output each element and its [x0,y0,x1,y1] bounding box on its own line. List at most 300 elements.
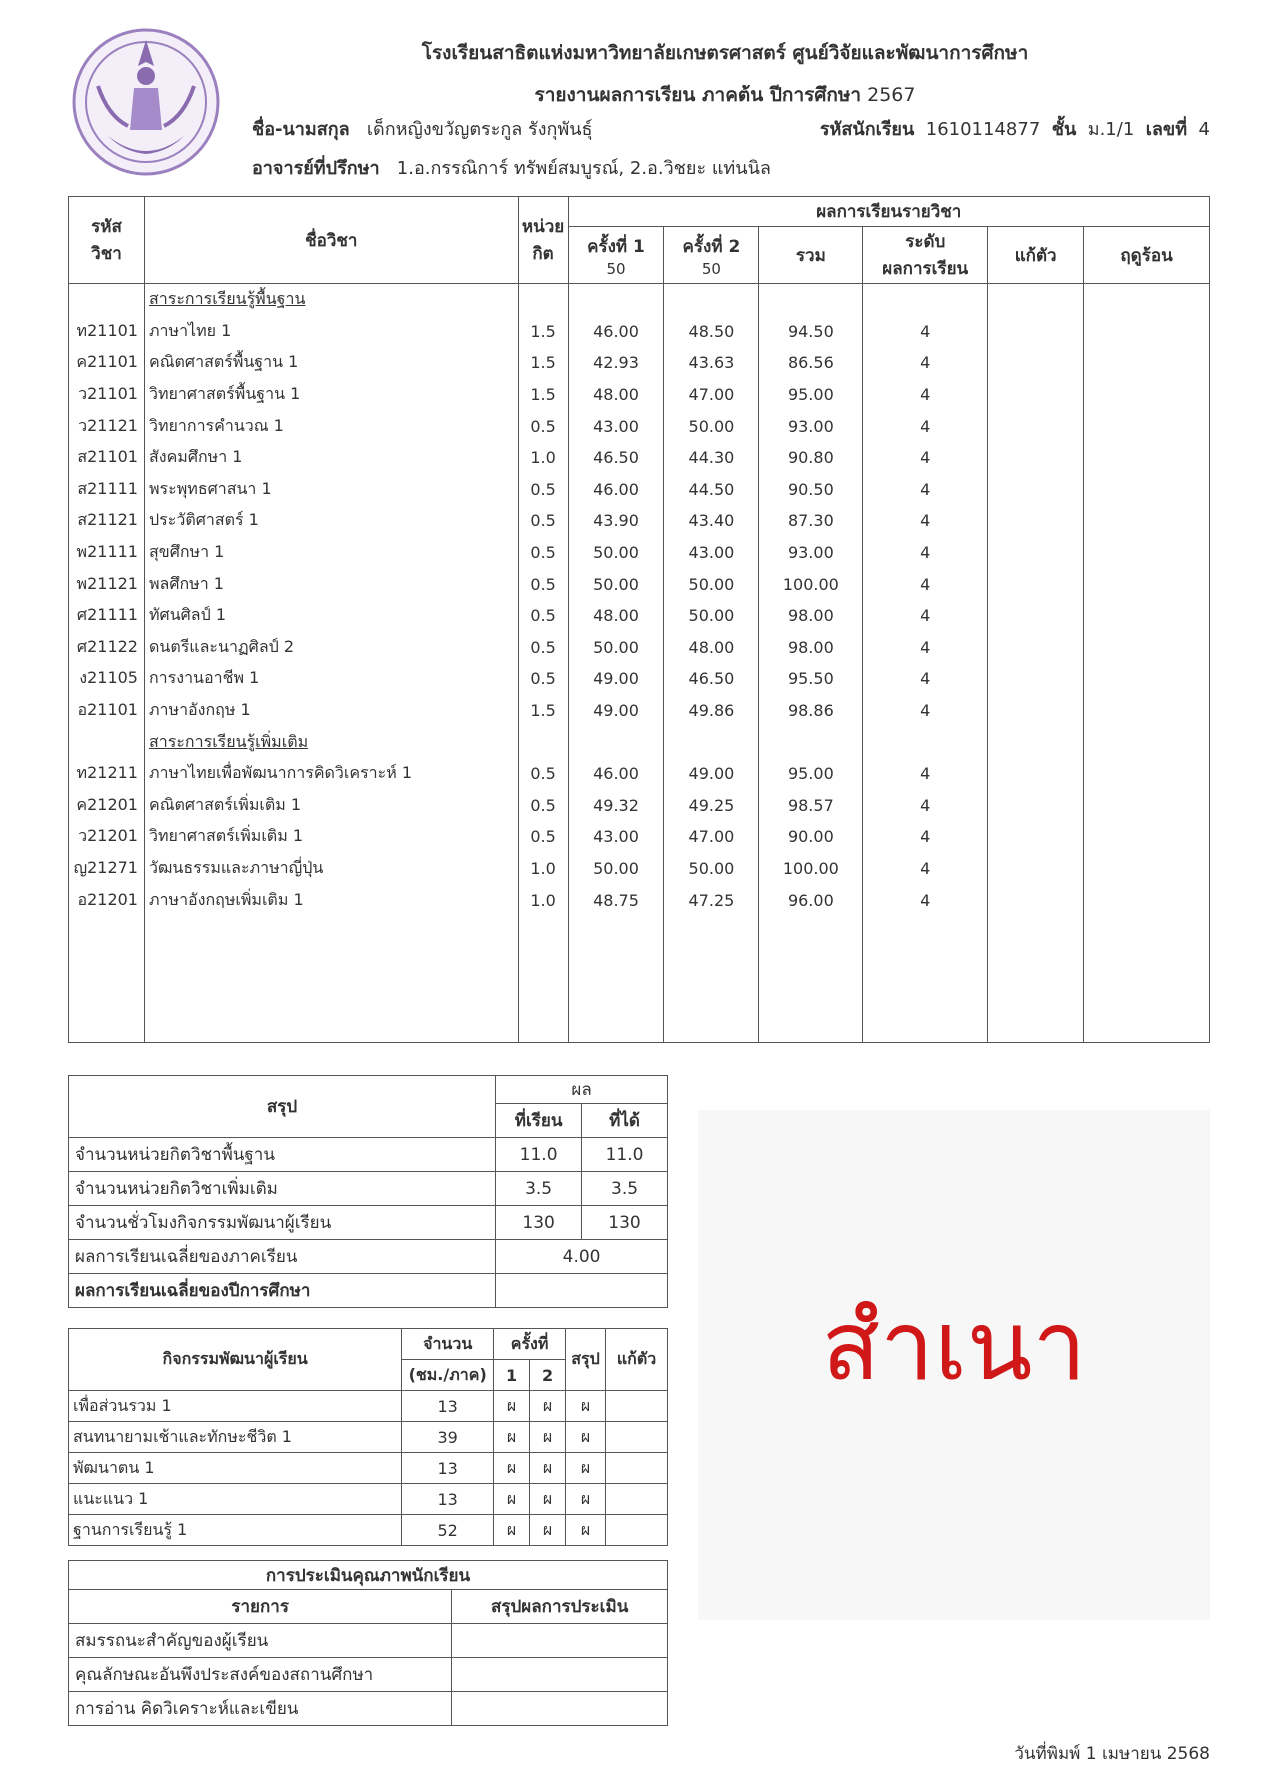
credit: 1.0 [518,884,568,916]
empty-cell [664,1011,759,1043]
score-total: 86.56 [759,347,863,379]
fix-cell [988,695,1084,727]
class-value: ม.1/1 [1087,119,1135,140]
credit: 0.5 [518,758,568,790]
header-unit: หน่วย กิต [518,197,568,284]
subject-code: ศ21111 [69,600,145,632]
header-summer: ฤดูร้อน [1084,227,1210,284]
empty-cell [1084,916,1210,948]
summer-cell [1084,695,1210,727]
report-year: 2567 [867,84,916,106]
group-title: สาระการเรียนรู้พื้นฐาน [144,284,518,316]
subject-code: ส21111 [69,474,145,506]
summary-earned: 3.5 [582,1172,668,1206]
empty-cell [1084,947,1210,979]
blank-row [69,1011,1210,1043]
score-term1: 43.00 [568,821,664,853]
fix-cell [988,853,1084,885]
evaluation-result [452,1658,668,1692]
header-total: รวม [759,227,863,284]
score-term2: 43.63 [664,347,759,379]
empty-cell [144,916,518,948]
fix-cell [988,537,1084,569]
subject-name: ภาษาอังกฤษ 1 [144,695,518,727]
grade-level: 4 [863,537,988,569]
summary-title: สรุป [69,1076,496,1138]
grade-level: 4 [863,347,988,379]
subject-code: อ21201 [69,884,145,916]
score-total: 94.50 [759,316,863,348]
credit: 0.5 [518,568,568,600]
table-row [69,663,1210,695]
empty-cell [69,1011,145,1043]
activity-row [69,1453,668,1484]
school-name: โรงเรียนสาธิตแห่งมหาวิทยาลัยเกษตรศาสตร์ ศูนย์วิจัยและพัฒนาการศึกษา [421,42,1029,64]
activity-count-unit: (ชม./ภาค) [402,1360,494,1391]
activity-fix [606,1391,668,1422]
score-term1: 50.00 [568,632,664,664]
copy-stamp: สำเนา [821,1290,1087,1402]
subject-name: สุขศึกษา 1 [144,537,518,569]
activity-sum: ผ [566,1391,606,1422]
activity-hours: 52 [402,1515,494,1546]
summary-studied: 130 [496,1206,582,1240]
score-term2: 47.00 [664,821,759,853]
fix-cell [988,884,1084,916]
summer-cell [1084,790,1210,822]
empty-cell [759,916,863,948]
subject-code: ง21105 [69,663,145,695]
blank-row [69,916,1210,948]
summer-cell [1084,600,1210,632]
activity-hours: 39 [402,1422,494,1453]
print-date: วันที่พิมพ์ 1 เมษายน 2568 [1014,1744,1210,1764]
fix-cell [988,632,1084,664]
empty-cell [664,726,759,758]
score-term1: 42.93 [568,347,664,379]
fix-cell [988,474,1084,506]
score-term1: 48.75 [568,884,664,916]
header-results: ผลการเรียนรายวิชา [568,197,1209,227]
credit: 1.0 [518,853,568,885]
activity-name: แนะแนว 1 [69,1484,402,1515]
empty-cell [988,726,1084,758]
activity-name: เพื่อส่วนรวม 1 [69,1391,402,1422]
header-term2: ครั้งที่ 2 50 [664,227,759,284]
summary-row [69,1206,668,1240]
summer-cell [1084,537,1210,569]
activity-name: พัฒนาตน 1 [69,1453,402,1484]
header-code: รหัส วิชา [69,197,145,284]
activities-table [68,1328,668,1546]
summer-cell [1084,316,1210,348]
empty-cell [1084,979,1210,1011]
empty-cell [988,947,1084,979]
activity-fix [606,1515,668,1546]
fix-cell [988,410,1084,442]
student-id-row [820,114,1210,143]
table-row [69,474,1210,506]
empty-cell [988,1011,1084,1043]
group-code-cell [69,284,145,316]
activity-row [69,1391,668,1422]
name-label: ชื่อ-นามสกุล [252,119,350,140]
score-term1: 43.90 [568,505,664,537]
score-total: 98.00 [759,632,863,664]
empty-cell [863,726,988,758]
score-term2: 48.50 [664,316,759,348]
evaluation-result [452,1624,668,1658]
summer-cell [1084,632,1210,664]
empty-cell [664,947,759,979]
table-row [69,316,1210,348]
grade-level: 4 [863,853,988,885]
grade-level: 4 [863,316,988,348]
credit: 0.5 [518,821,568,853]
score-term1: 50.00 [568,853,664,885]
summer-cell [1084,505,1210,537]
subject-code: ญ21271 [69,853,145,885]
subject-name: สังคมศึกษา 1 [144,442,518,474]
activity-row [69,1422,668,1453]
subject-code: ว21101 [69,379,145,411]
gpa-term-value: 4.00 [496,1240,668,1274]
score-term2: 49.00 [664,758,759,790]
score-term2: 49.25 [664,790,759,822]
fix-cell [988,821,1084,853]
empty-cell [1084,284,1210,316]
score-total: 98.86 [759,695,863,727]
subject-name: วัฒนธรรมและภาษาญี่ปุ่น [144,853,518,885]
score-term2: 44.50 [664,474,759,506]
score-term2: 50.00 [664,410,759,442]
activity-t2-header: 2 [530,1360,566,1391]
fix-cell [988,758,1084,790]
empty-cell [568,284,664,316]
subject-code: ท21101 [69,316,145,348]
activity-t1: ผ [494,1484,530,1515]
activity-t1-header: 1 [494,1360,530,1391]
activity-hours: 13 [402,1484,494,1515]
activity-hours: 13 [402,1391,494,1422]
summary-label: จำนวนหน่วยกิตวิชาเพิ่มเติม [69,1172,496,1206]
score-total: 96.00 [759,884,863,916]
score-term1: 50.00 [568,537,664,569]
fix-cell [988,505,1084,537]
subject-code: ท21211 [69,758,145,790]
score-term1: 49.32 [568,790,664,822]
table-row [69,790,1210,822]
empty-cell [144,1011,518,1043]
credit: 0.5 [518,537,568,569]
class-label: ชั้น [1051,119,1077,140]
empty-cell [664,284,759,316]
subject-name: ภาษาไทย 1 [144,316,518,348]
credit: 1.5 [518,695,568,727]
empty-cell [518,979,568,1011]
subject-name: พลศึกษา 1 [144,568,518,600]
activity-fix [606,1453,668,1484]
score-term1: 46.00 [568,316,664,348]
header-subject: ชื่อวิชา [144,197,518,284]
table-row [69,821,1210,853]
header-level: ระดับ ผลการเรียน [863,227,988,284]
score-term1: 49.00 [568,663,664,695]
grade-level: 4 [863,442,988,474]
summary-studied: 11.0 [496,1138,582,1172]
credit: 0.5 [518,474,568,506]
table-row [69,347,1210,379]
score-term2: 46.50 [664,663,759,695]
summer-cell [1084,442,1210,474]
subject-code: ศ21122 [69,632,145,664]
gpa-year-label: ผลการเรียนเฉลี่ยของปีการศึกษา [69,1274,496,1308]
gpa-year-value [496,1274,668,1308]
table-row [69,537,1210,569]
score-term1: 46.00 [568,758,664,790]
grade-level: 4 [863,632,988,664]
gpa-term-label: ผลการเรียนเฉลี่ยของภาคเรียน [69,1240,496,1274]
evaluation-result [452,1692,668,1726]
activity-fix [606,1422,668,1453]
advisor-row [252,153,771,182]
table-row [69,505,1210,537]
grade-level: 4 [863,474,988,506]
empty-cell [759,284,863,316]
table-row [69,695,1210,727]
subject-name: ภาษาอังกฤษเพิ่มเติม 1 [144,884,518,916]
activity-t2: ผ [530,1422,566,1453]
grade-level: 4 [863,758,988,790]
summary-table [68,1075,668,1308]
report-title [0,80,1280,110]
evaluation-table [68,1560,668,1726]
activity-row [69,1515,668,1546]
fix-cell [988,663,1084,695]
grade-level: 4 [863,821,988,853]
score-total: 95.00 [759,758,863,790]
summary-earned: 130 [582,1206,668,1240]
empty-cell [518,947,568,979]
group-code-cell [69,726,145,758]
evaluation-title: การประเมินคุณภาพนักเรียน [69,1561,668,1590]
empty-cell [759,947,863,979]
empty-cell [863,1011,988,1043]
score-term1: 46.00 [568,474,664,506]
empty-cell [759,979,863,1011]
subject-name: พระพุทธศาสนา 1 [144,474,518,506]
subject-code: ส21101 [69,442,145,474]
score-total: 93.00 [759,410,863,442]
empty-cell [518,1011,568,1043]
score-term1: 48.00 [568,379,664,411]
credit: 0.5 [518,600,568,632]
activity-sum-header: สรุป [566,1329,606,1391]
summary-earned: 11.0 [582,1138,668,1172]
group-row [69,726,1210,758]
activity-row [69,1484,668,1515]
empty-cell [1084,1011,1210,1043]
score-term2: 43.00 [664,537,759,569]
activity-t1: ผ [494,1453,530,1484]
fix-cell [988,379,1084,411]
grade-level: 4 [863,505,988,537]
table-row [69,379,1210,411]
subject-name: ดนตรีและนาฏศิลป์ 2 [144,632,518,664]
subject-code: ว21121 [69,410,145,442]
activity-t2: ผ [530,1484,566,1515]
evaluation-item-header: รายการ [69,1590,452,1624]
subject-code: ว21201 [69,821,145,853]
subject-name: วิทยาการคำนวณ 1 [144,410,518,442]
blank-row [69,947,1210,979]
score-total: 90.00 [759,821,863,853]
credit: 0.5 [518,663,568,695]
score-total: 98.00 [759,600,863,632]
activity-t1: ผ [494,1515,530,1546]
activity-name: สนทนายามเช้าและทักษะชีวิต 1 [69,1422,402,1453]
score-total: 93.00 [759,537,863,569]
fix-cell [988,442,1084,474]
summer-cell [1084,884,1210,916]
score-total: 95.00 [759,379,863,411]
credit: 1.5 [518,316,568,348]
empty-cell [568,726,664,758]
subject-name: คณิตศาสตร์เพิ่มเติม 1 [144,790,518,822]
subject-name: วิทยาศาสตร์เพิ่มเติม 1 [144,821,518,853]
empty-cell [988,284,1084,316]
summary-earned-header: ที่ได้ [582,1104,668,1138]
score-term2: 47.00 [664,379,759,411]
credit: 0.5 [518,410,568,442]
activity-sum: ผ [566,1484,606,1515]
empty-cell [863,979,988,1011]
activity-name: ฐานการเรียนรู้ 1 [69,1515,402,1546]
empty-cell [568,1011,664,1043]
score-term2: 50.00 [664,568,759,600]
activity-sum: ผ [566,1422,606,1453]
table-row [69,600,1210,632]
grade-level: 4 [863,379,988,411]
subject-code: ค21101 [69,347,145,379]
summer-cell [1084,663,1210,695]
activity-t1: ผ [494,1422,530,1453]
report-label: รายงานผลการเรียน ภาคต้น ปีการศึกษา [534,84,862,106]
fix-cell [988,347,1084,379]
score-term2: 44.30 [664,442,759,474]
student-name: เด็กหญิงขวัญตระกูล รังกุพันธุ์ [366,119,593,140]
summer-cell [1084,379,1210,411]
subject-code: พ21111 [69,537,145,569]
score-term2: 43.40 [664,505,759,537]
empty-cell [664,916,759,948]
empty-cell [988,916,1084,948]
table-row [69,758,1210,790]
activity-fix [606,1484,668,1515]
grade-level: 4 [863,568,988,600]
header-term1: ครั้งที่ 1 50 [568,227,664,284]
empty-cell [518,284,568,316]
evaluation-item: การอ่าน คิดวิเคราะห์และเขียน [69,1692,452,1726]
activity-sum: ผ [566,1515,606,1546]
number-value: 4 [1198,119,1210,140]
summer-cell [1084,347,1210,379]
summary-result-header: ผล [496,1076,668,1104]
activity-header: กิจกรรมพัฒนาผู้เรียน [69,1329,402,1391]
score-term1: 49.00 [568,695,664,727]
empty-cell [988,979,1084,1011]
score-term2: 49.86 [664,695,759,727]
table-row [69,410,1210,442]
evaluation-item: สมรรถนะสำคัญของผู้เรียน [69,1624,452,1658]
empty-cell [568,916,664,948]
grade-level: 4 [863,695,988,727]
credit: 0.5 [518,790,568,822]
summer-cell [1084,853,1210,885]
summary-studied-header: ที่เรียน [496,1104,582,1138]
student-id-label: รหัสนักเรียน [819,119,915,140]
score-total: 95.50 [759,663,863,695]
summer-cell [1084,821,1210,853]
score-total: 100.00 [759,853,863,885]
summer-cell [1084,474,1210,506]
subject-code: อ21101 [69,695,145,727]
credit: 1.5 [518,379,568,411]
grade-level: 4 [863,600,988,632]
empty-cell [69,947,145,979]
summer-cell [1084,568,1210,600]
empty-cell [568,947,664,979]
fix-cell [988,568,1084,600]
group-title: สาระการเรียนรู้เพิ่มเติม [144,726,518,758]
empty-cell [1084,726,1210,758]
grade-level: 4 [863,410,988,442]
activity-times-header: ครั้งที่ [494,1329,566,1360]
credit: 0.5 [518,632,568,664]
empty-cell [759,1011,863,1043]
evaluation-row [69,1658,668,1692]
activity-fix-header: แก้ตัว [606,1329,668,1391]
credit: 1.5 [518,347,568,379]
empty-cell [664,979,759,1011]
summary-studied: 3.5 [496,1172,582,1206]
summary-label: จำนวนหน่วยกิตวิชาพื้นฐาน [69,1138,496,1172]
score-term1: 46.50 [568,442,664,474]
subject-name: ภาษาไทยเพื่อพัฒนาการคิดวิเคราะห์ 1 [144,758,518,790]
empty-cell [144,947,518,979]
table-row [69,568,1210,600]
header-fix: แก้ตัว [988,227,1084,284]
student-id: 1610114877 [925,119,1041,140]
empty-cell [863,947,988,979]
evaluation-result-header: สรุปผลการประเมิน [452,1590,668,1624]
empty-cell [863,916,988,948]
score-term1: 48.00 [568,600,664,632]
summer-cell [1084,758,1210,790]
table-row [69,853,1210,885]
credit: 1.0 [518,442,568,474]
activity-hours: 13 [402,1453,494,1484]
activity-count-header: จำนวน [402,1329,494,1360]
advisor-value: 1.อ.กรรณิการ์ ทรัพย์สมบูรณ์, 2.อ.วิชยะ แท่นนิล [396,158,771,179]
activity-t2: ผ [530,1453,566,1484]
subject-name: คณิตศาสตร์พื้นฐาน 1 [144,347,518,379]
activity-t2: ผ [530,1391,566,1422]
score-term2: 50.00 [664,853,759,885]
score-term2: 48.00 [664,632,759,664]
subject-code: พ21121 [69,568,145,600]
empty-cell [144,979,518,1011]
